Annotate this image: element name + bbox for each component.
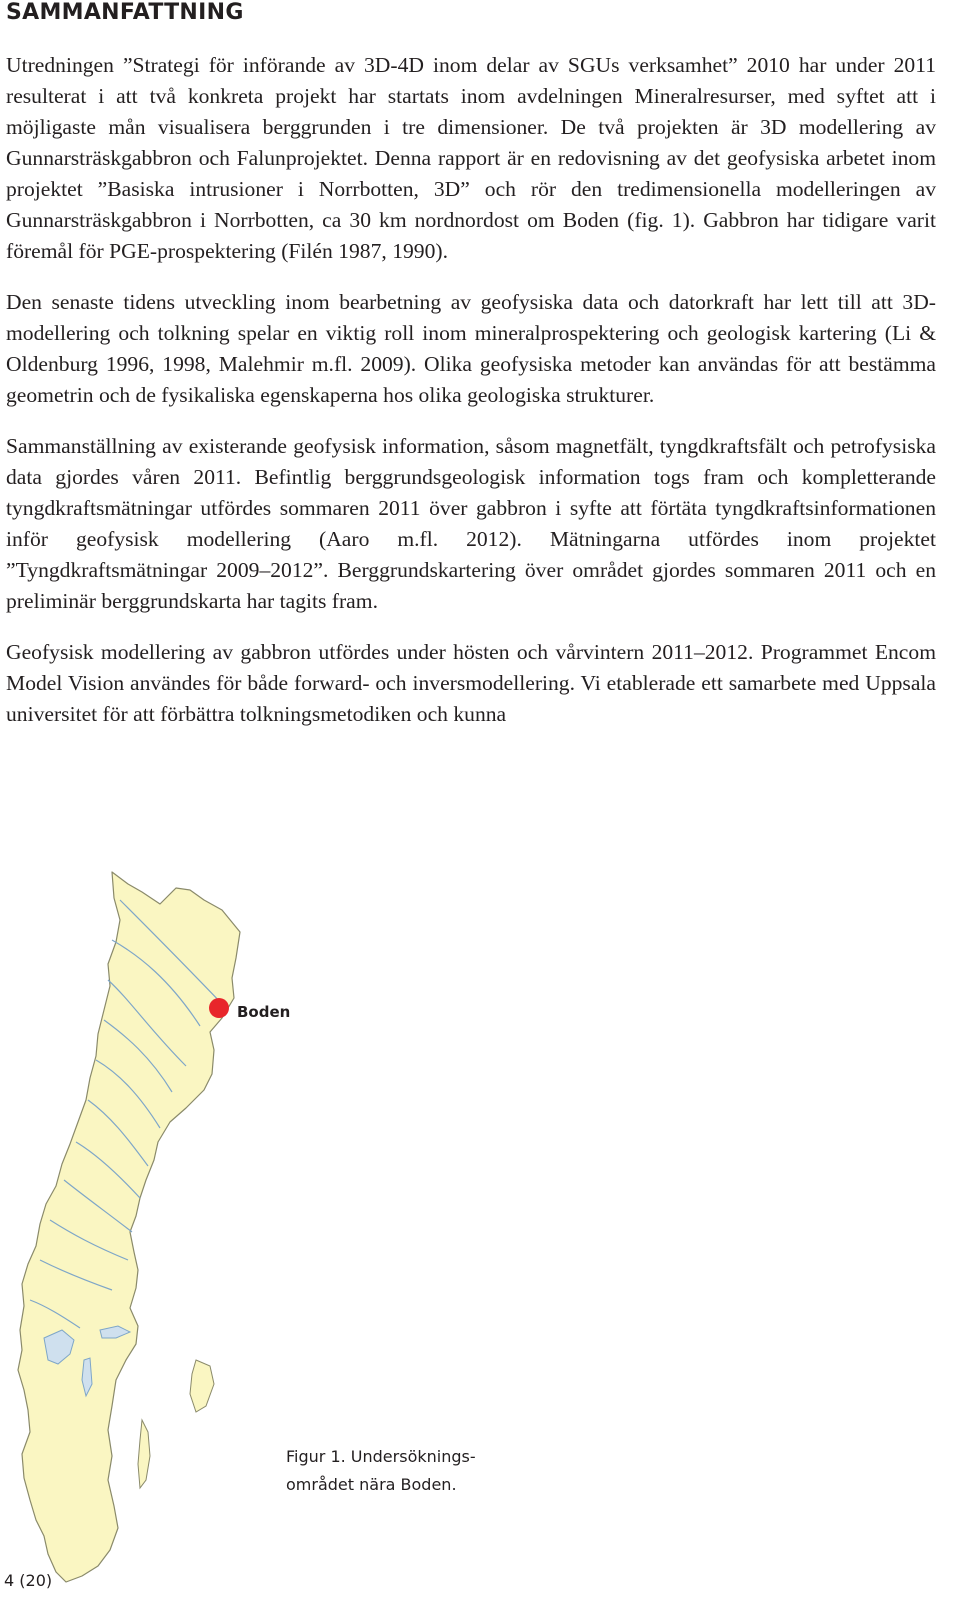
paragraph-2: Den senaste tidens utveckling inom bearbetning av geofysiska data och datorkraft har lett till att 3D-modellering och tolkning spelar en viktig roll inom mineralprospektering och geologisk kartering (Li & Oldenburg 1996, 1998, Malehmir m.fl. 2009). Olika geofysiska metoder kan användas för att bestämma geometrin och de fysikaliska egenskaperna hos olika geologiska strukturer. xyxy=(6,290,936,407)
paragraph-3: Sammanställning av existerande geofysisk information, såsom magnetfält, tyngdkraftsfält och petrofysiska data gjordes våren 2011. Befintlig berggrundsgeologisk information togs fram och kompletterande tyngdkraftsmätningar utfördes sommaren 2011 över gabbron i syfte att förtäta tyngdkraftsinformationen inför geofysisk modellering (Aaro m.fl. 2012). Mätningarna utfördes inom projektet ”Tyngdkraftsmätningar 2009–2012”. Berggrundskartering över området gjordes sommaren 2011 och en preliminär berggrundskarta har tagits fram. xyxy=(6,434,936,613)
figure-caption xyxy=(286,1443,476,1499)
body-text xyxy=(6,50,936,750)
boden-marker xyxy=(209,998,229,1018)
oland-island xyxy=(138,1420,150,1488)
page-number: 4 (20) xyxy=(4,1571,53,1590)
gotland-island xyxy=(190,1360,214,1412)
place-label-boden: Boden xyxy=(237,1003,291,1021)
caption-line-2: området nära Boden. xyxy=(286,1475,457,1494)
caption-line-1: Figur 1. Undersöknings- xyxy=(286,1447,476,1466)
sweden-outline xyxy=(18,872,240,1582)
section-heading: SAMMANFATTNING xyxy=(6,0,244,25)
sweden-map-figure xyxy=(0,860,960,1600)
paragraph-4: Geofysisk modellering av gabbron utfördes under hösten och vårvintern 2011–2012. Programmet Encom Model Vision användes för både forward- och inversmodellering. Vi etablerade ett samarbete med Uppsala universitet för att förbättra tolkningsmetodiken och kunna xyxy=(6,640,936,726)
paragraph-1: Utredningen ”Strategi för införande av 3D-4D inom delar av SGUs verksamhet” 2010 har under 2011 resulterat i att två konkreta projekt har startats inom avdelningen Mineralresurser, med syftet att i möjligaste mån visualisera berggrunden i tre dimensioner. De två projekten är 3D modellering av Gunnarsträskgabbron och Falunprojektet. Denna rapport är en redovisning av det geofysiska arbetet inom projektet ”Basiska intrusioner i Norrbotten, 3D” och rör den tredimensionella modelleringen av Gunnarsträskgabbron i Norrbotten, ca 30 km nordnordost om Boden (fig. 1). Gabbron har tidigare varit föremål för PGE-prospektering (Filén 1987, 1990). xyxy=(6,53,936,263)
